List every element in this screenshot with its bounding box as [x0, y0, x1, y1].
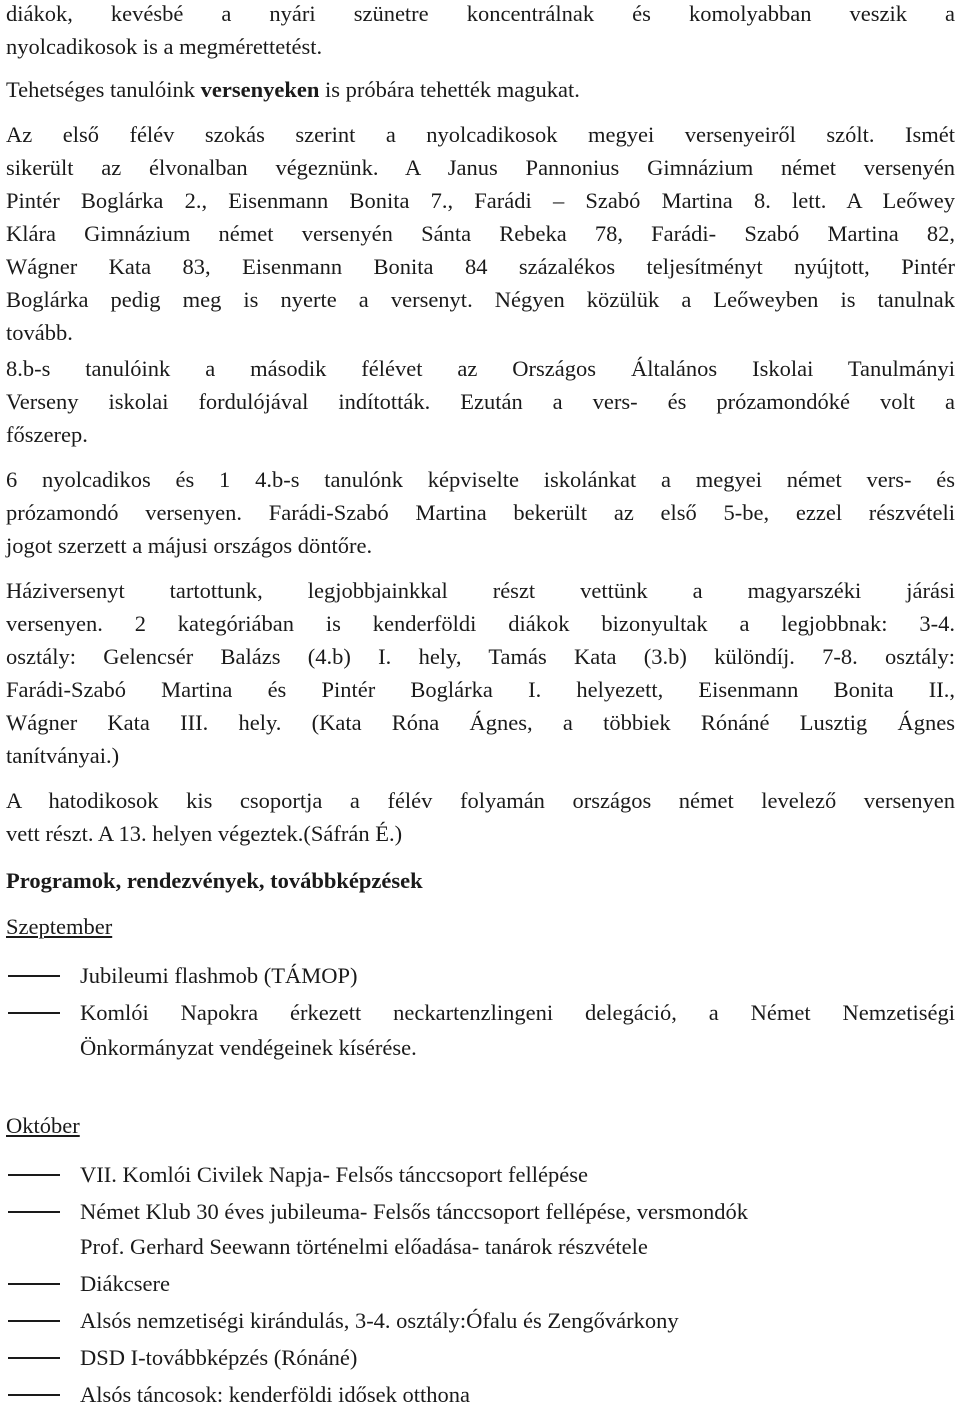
text-line: Az első félév szokás szerint a nyolcadikosok megyei versenyeiről szólt. Ismét	[6, 122, 955, 147]
dash-bullet-icon	[8, 1211, 60, 1213]
text-line: Pintér Boglárka 2., Eisenmann Bonita 7., Farádi – Szabó Martina 8. lett. A Leőwey	[6, 188, 955, 213]
month-heading-september: Szeptember	[6, 914, 113, 939]
list-item	[6, 1194, 955, 1264]
list-item	[6, 1340, 955, 1375]
september-list	[6, 958, 955, 1065]
text-line: Wágner Kata 83, Eisenmann Bonita 84 százalékos teljesítményt nyújtott, Pintér	[6, 254, 955, 279]
text-line: 6 nyolcadikos és 1 4.b-s tanulónk képviselte iskolánkat a megyei német vers- és	[6, 467, 955, 492]
text-line: sikerült az élvonalban végeznünk. A Janus Pannonius Gimnázium német versenyén	[6, 155, 955, 180]
text-line: Önkormányzat vendégeinek kísérése.	[80, 1035, 417, 1060]
text-segment: Tehetséges tanulóink	[6, 77, 201, 102]
text-line: Prof. Gerhard Seewann történelmi előadása- tanárok részvétele	[80, 1234, 648, 1259]
paragraph-7	[6, 784, 955, 850]
text-line: tanítványai.)	[6, 743, 120, 768]
text-line: 8.b-s tanulóink a második félévet az Országos Általános Iskolai Tanulmányi	[6, 356, 955, 381]
text-line: Alsós nemzetiségi kirándulás, 3-4. osztály:Ófalu és Zengővárkony	[80, 1308, 679, 1333]
text-line: versenyen. 2 kategóriában is kenderföldi diákok bizonyultak a legjobbnak: 3-4.	[6, 611, 955, 636]
text-line: Jubileumi flashmob (TÁMOP)	[80, 963, 358, 988]
october-list	[6, 1157, 955, 1412]
text-segment: is próbára tehették magukat.	[319, 77, 580, 102]
dash-bullet-icon	[8, 1394, 60, 1396]
text-line: tovább.	[6, 320, 73, 345]
list-item	[6, 1303, 955, 1338]
text-line: DSD I-továbbképzés (Rónáné)	[80, 1345, 358, 1370]
text-line: Német Klub 30 éves jubileuma- Felsős tánccsoport fellépése, versmondók	[80, 1199, 748, 1224]
month-heading-october: Október	[6, 1113, 80, 1138]
text-line: nyolcadikosok is a megmérettetést.	[6, 34, 323, 59]
text-line: Háziversenyt tartottunk, legjobbjainkkal részt vettünk a magyarszéki járási	[6, 578, 955, 603]
section-heading: Programok, rendezvények, továbbképzések	[6, 868, 423, 893]
text-line: Boglárka pedig meg is nyerte a versenyt. Négyen közülük a Leőweyben is tanulnak	[6, 287, 955, 312]
text-line: Alsós táncosok: kenderföldi idősek otthona	[80, 1382, 470, 1407]
text-line: Klára Gimnázium német versenyén Sánta Rebeka 78, Farádi- Szabó Martina 82,	[6, 221, 955, 246]
paragraph-6	[6, 574, 955, 772]
list-item	[6, 1266, 955, 1301]
dash-bullet-icon	[8, 1283, 60, 1285]
list-item	[6, 1377, 955, 1412]
list-item	[6, 1157, 955, 1192]
bold-text: versenyeken	[200, 77, 320, 102]
paragraph-2	[6, 73, 955, 106]
text-line: Farádi-Szabó Martina és Pintér Boglárka I. helyezett, Eisenmann Bonita II.,	[6, 677, 955, 702]
paragraph-5	[6, 463, 955, 562]
text-line: jogot szerzett a májusi országos döntőre.	[6, 533, 373, 558]
dash-bullet-icon	[8, 1320, 60, 1322]
dash-bullet-icon	[8, 975, 60, 977]
text-line: diákok, kevésbé a nyári szünetre koncentrálnak és komolyabban veszik a	[6, 1, 955, 26]
text-line: főszerep.	[6, 422, 88, 447]
text-line: vett részt. A 13. helyen végeztek.(Sáfrán É.)	[6, 821, 403, 846]
paragraph-4	[6, 352, 955, 451]
dash-bullet-icon	[8, 1012, 60, 1014]
text-line: Wágner Kata III. hely. (Kata Róna Ágnes, a többiek Rónáné Lusztig Ágnes	[6, 710, 955, 735]
text-line: prózamondó versenyen. Farádi-Szabó Martina bekerült az első 5-be, ezzel részvételi	[6, 500, 955, 525]
text-line: Diákcsere	[80, 1271, 170, 1296]
list-item	[6, 995, 955, 1065]
text-line: Verseny iskolai fordulójával indították. Ezután a vers- és prózamondóké volt a	[6, 389, 955, 414]
text-line: osztály: Gelencsér Balázs (4.b) I. hely, Tamás Kata (3.b) különdíj. 7-8. osztály:	[6, 644, 955, 669]
text-line	[6, 73, 955, 106]
list-item	[6, 958, 955, 993]
text-line: VII. Komlói Civilek Napja- Felsős tánccsoport fellépése	[80, 1162, 588, 1187]
text-line: Komlói Napokra érkezett neckartenzlingeni delegáció, a Német Nemzetiségi	[80, 1000, 955, 1025]
paragraph-1	[6, 0, 955, 63]
dash-bullet-icon	[8, 1174, 60, 1176]
dash-bullet-icon	[8, 1357, 60, 1359]
paragraph-3	[6, 118, 955, 349]
text-line: A hatodikosok kis csoportja a félév folyamán országos német levelező versenyen	[6, 788, 955, 813]
